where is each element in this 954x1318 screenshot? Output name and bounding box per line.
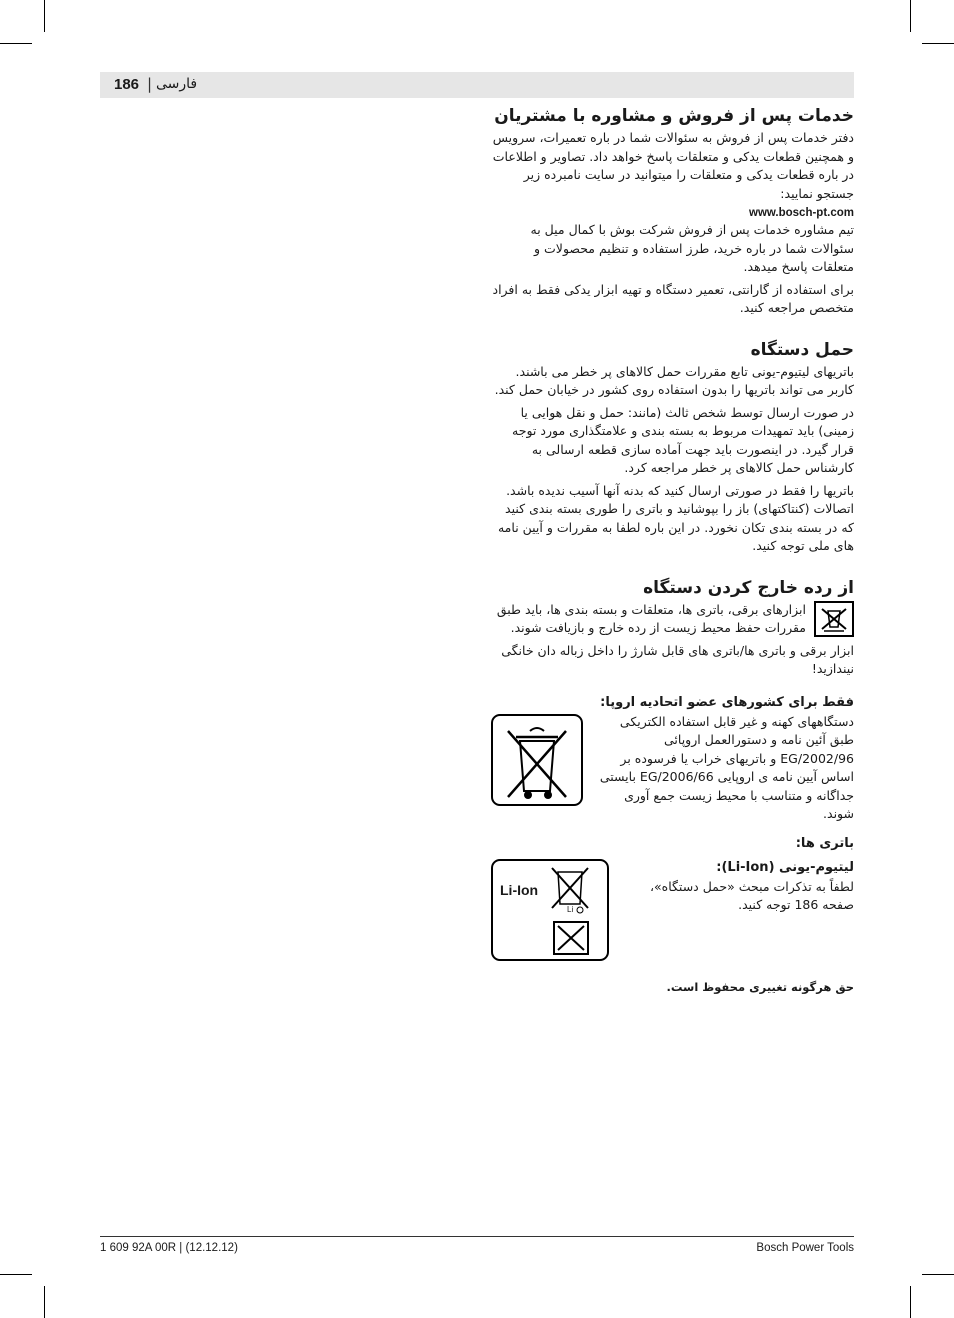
eu-heading: فقط برای کشورهای عضو اتحادیه اروپا: (600, 694, 854, 710)
li-small-label: Li (567, 904, 574, 914)
page-header (100, 72, 854, 98)
service-paragraph-1: دفتر خدمات پس از فروش به سئوالات شما در باره تعمیرات، سرویس و همچنین قطعات یدکی و متعلقات پاسخ خواهد داد. تصاویر و اطلاعات در باره قطعات یدکی و متعلقات را میتوانید در سایت نامبرده زیر جستجو نمایید: (492, 130, 854, 201)
header-separator: | (147, 75, 153, 93)
footer-divider (100, 1236, 854, 1237)
transport-paragraph-3: باتریها را فقط در صورتی ارسال کنید که بدنه آنها آسیب ندیده باشد. اتصالات (کنتاکتهای) باز را بپوشانید و باتری را طوری بسته بندی کنید که در بسته بندی تکان نخورد. در این باره لطفا به مقررات و آیین نامه های ملی توجه کنید. (497, 482, 854, 553)
crop-mark (922, 1274, 954, 1275)
liion-text: لطفاً به تذکرات مبحث «حمل دستگاه»، صفحه 186 توجه کنید. (649, 878, 854, 912)
footer-doc-code: 1 609 92A 00R | (12.12.12) (100, 1242, 238, 1254)
footer-brand: Bosch Power Tools (756, 1242, 854, 1254)
liion-row (490, 858, 854, 962)
content-column (490, 104, 854, 994)
transport-paragraph-1: باتریهای لیتیوم-یونی تابع مقررات حمل کالاهای پر خطر می باشند. کاربر می تواند باتریها را بدون استفاده روی کشور در خیابان حمل کند. (494, 363, 854, 397)
crop-mark (0, 43, 32, 44)
disposal-paragraph-2: ابزار برقی و باتری ها/باتری های قابل شارژ را داخل زباله دان خانگی نیندازید! (501, 642, 854, 676)
liion-label: Li-Ion (500, 881, 539, 898)
disposal-row (490, 601, 854, 642)
crop-mark (922, 43, 954, 44)
crop-mark (44, 0, 45, 32)
service-paragraph-2: تیم مشاوره خدمات پس از فروش شرکت بوش با کمال میل به سئوالات شما در باره خرید، طرز استفاده و تنظیم محصولات و متعلقات پاسخ میدهد. (530, 222, 854, 274)
liion-battery-icon (490, 858, 610, 962)
section-title-service: خدمات پس از فروش و مشاوره با مشتریان (494, 106, 854, 126)
disposal-paragraph-1: ابزارهای برقی، باتری ها، متعلقات و بسته بندی ها، باید طبق مقررات حفظ محیط زیست از رده خارج و بازیافت شوند. (496, 601, 806, 635)
service-paragraph-3: برای استفاده از گارانتی، تعمیر دستگاه و تهیه ابزار یدکی فقط به افراد متخصص مراجعه کنید. (492, 281, 854, 315)
crop-mark (44, 1286, 45, 1318)
batteries-heading: باتری ها: (795, 835, 854, 851)
crop-mark (910, 0, 911, 32)
transport-paragraph-2: در صورت ارسال توسط شخص ثالث (مانند: حمل و نقل هوایی یا زمینی) باید تمهیدات مربوط به بسته بندی و علامتگذاری مورد توجه قرار گیرد. در اینصورت باید جهت آماده سازی قطعه ارسالی به کارشناس حمل کالاهای پر خطر مراجعه کرد. (512, 404, 854, 475)
weee-bin-icon (490, 713, 584, 811)
crop-mark (0, 1274, 32, 1275)
crop-mark (910, 1286, 911, 1318)
rights-note: حق هرگونه تغییری محفوظ است. (666, 979, 854, 994)
eu-text: دستگاههای کهنه و غیر قابل استفاده الکتریکی طبق آئین نامه و دستورالعمل اروپائی 2002/96/EG و باتریهای خراب یا فرسوده بر اساس آیین نامه ی اروپایی 2006/66/EG بایستی جداگانه و متناسب با محیط زیست جمع آوری شوند. (599, 713, 854, 821)
page-number: 186 (114, 76, 140, 93)
liion-heading: لیتیوم-یونی (Li-Ion): (716, 859, 854, 875)
section-title-disposal: از رده خارج کردن دستگاه (643, 577, 854, 598)
recycle-crossed-icon (814, 601, 854, 641)
header-language: فارسی (156, 76, 198, 92)
eu-row (490, 713, 854, 828)
section-title-transport: حمل دستگاه (750, 339, 854, 360)
bosch-url-link[interactable]: www.bosch-pt.com (749, 207, 854, 219)
